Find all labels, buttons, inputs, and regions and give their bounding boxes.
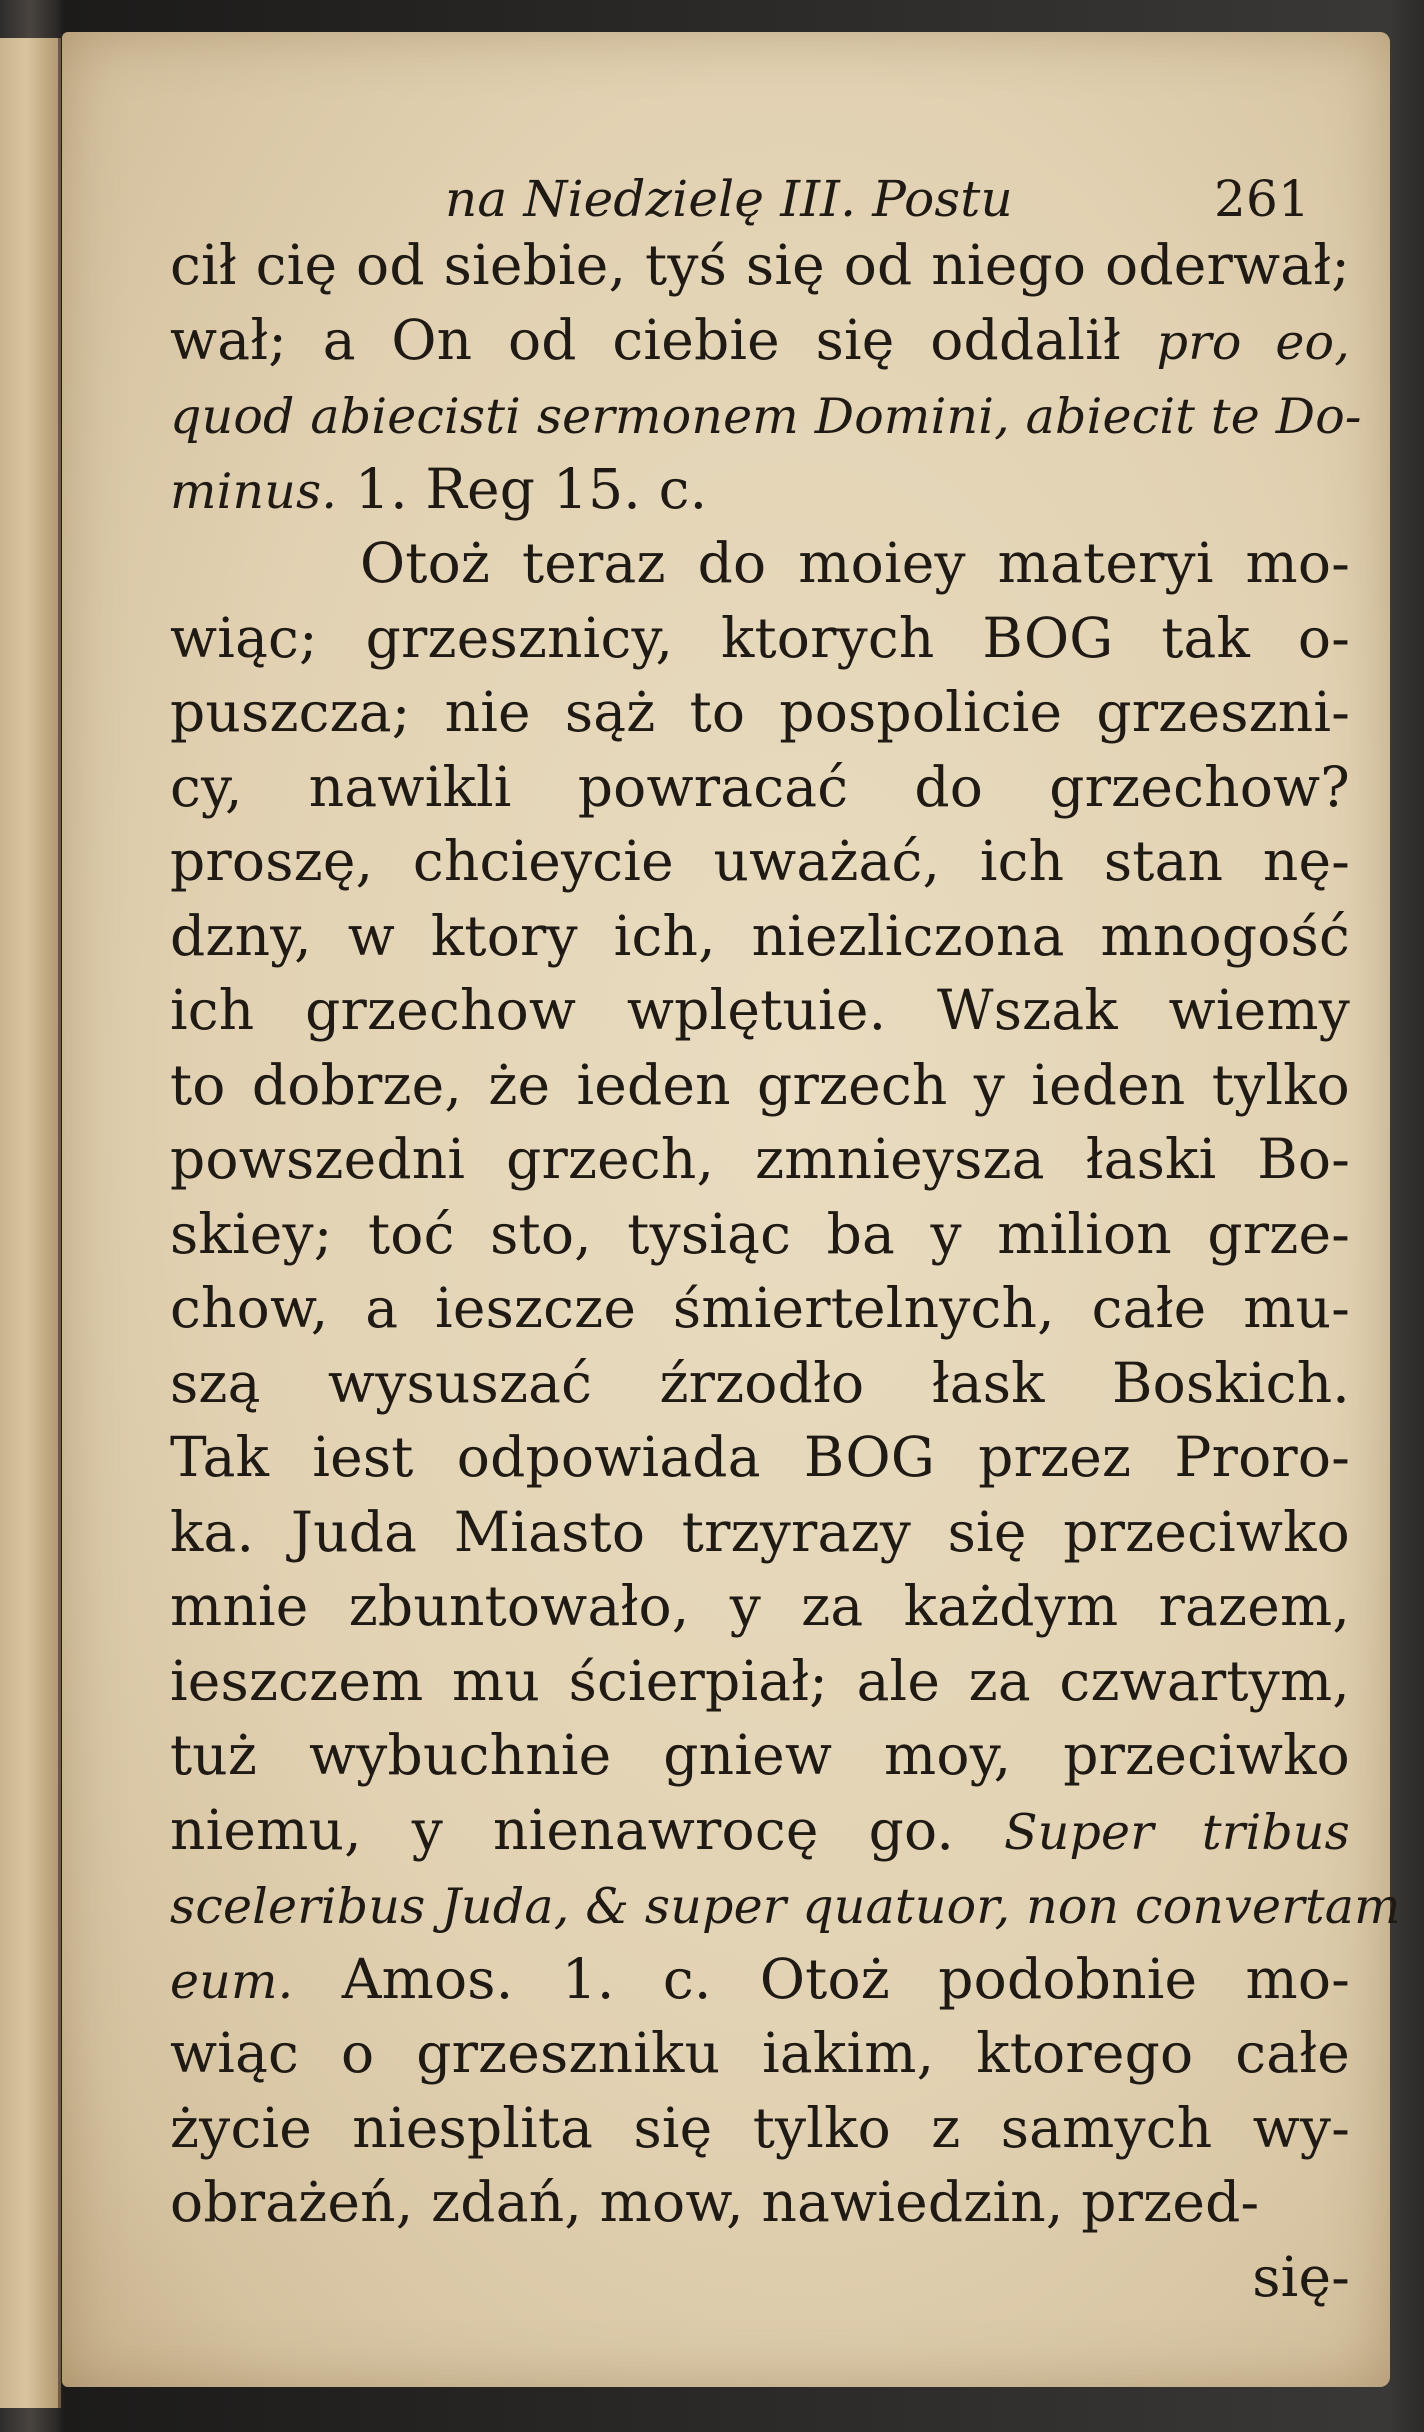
text-line	[170, 1644, 1350, 1719]
text-line	[170, 899, 1350, 974]
text-line	[170, 1718, 1350, 1793]
text-run: szą wysuszać źrzodło łask Boskich.	[170, 1350, 1350, 1415]
text-run: skiey; toć sto, tysiąc ba y milion grze-	[170, 1201, 1350, 1266]
running-title: na Niedzielę III. Postu	[445, 170, 1013, 228]
text-line	[170, 601, 1350, 676]
text-line	[170, 377, 1362, 452]
text-run: mnie zbuntowało, y za każdym razem,	[170, 1574, 1350, 1638]
left-page-edge	[0, 38, 61, 2408]
text-line	[170, 526, 1350, 601]
page-text	[170, 170, 1401, 2314]
text-line	[170, 1420, 1350, 1495]
text-line	[170, 1271, 1350, 1346]
text-run: cił cię od siebie, tyś się od niego oderwał;	[170, 233, 1350, 297]
text-run: wiąc o grzeszniku iakim, ktorego całe	[170, 2021, 1350, 2085]
text-run: się-	[1252, 2244, 1350, 2309]
text-line	[170, 1569, 1350, 1644]
latin-quote: quod abiecisti sermonem Domini, abiecit te Do-	[170, 388, 1362, 445]
text-run: wał; a On od ciebie się oddalił	[170, 307, 1157, 372]
book-page	[62, 32, 1401, 2387]
text-line	[170, 824, 1350, 899]
text-line	[170, 1495, 1350, 1570]
text-line	[170, 1867, 1401, 1942]
text-run: wiąc; grzesznicy, ktorych BOG tak o-	[170, 605, 1350, 670]
text-run: niemu, y nienawrocę go.	[170, 1797, 1004, 1862]
text-line	[170, 2165, 1350, 2240]
latin-quote: sceleribus Juda, & super quatuor, non convertam	[170, 1878, 1401, 1935]
text-run: obrażeń, zdań, mow, nawiedzin, przed-	[170, 2170, 1260, 2234]
text-run: Amos. 1. c. Otoż podobnie mo-	[293, 1946, 1350, 2011]
text-run: proszę, chcieycie uważać, ich stan nę-	[170, 829, 1350, 893]
text-run: chow, a ieszcze śmiertelnych, całe mu-	[170, 1276, 1350, 1340]
text-line	[170, 2016, 1350, 2091]
text-run: Otoż teraz do moiey materyi mo-	[360, 531, 1350, 595]
latin-quote: pro eo,	[1156, 313, 1351, 371]
text-run: tuż wybuchnie gniew moy, przeciwko	[170, 1723, 1350, 1787]
text-run: ieszczem mu ścierpiał; ale za czwartym,	[170, 1648, 1350, 1713]
text-line	[170, 675, 1350, 750]
text-run: życie niesplita się tylko z samych wy-	[170, 2095, 1350, 2160]
body-text	[170, 228, 1401, 2314]
text-line	[170, 1793, 1350, 1868]
latin-quote: eum.	[170, 1952, 294, 2010]
text-run: cy, nawikli powracać do grzechow?	[170, 754, 1350, 819]
text-line	[170, 750, 1350, 825]
text-line	[170, 1346, 1350, 1421]
latin-quote: minus.	[170, 462, 338, 520]
text-run: Tak iest odpowiada BOG przez Proro-	[170, 1425, 1350, 1489]
text-line	[170, 973, 1350, 1048]
text-run: dzny, w ktory ich, niezliczona mnogość	[170, 903, 1350, 968]
text-run: powszedni grzech, zmnieysza łaski Bo-	[170, 1127, 1350, 1191]
page-number: 261	[1213, 170, 1310, 228]
running-header	[170, 170, 1350, 228]
text-line	[170, 1942, 1350, 2017]
text-line	[170, 2091, 1350, 2166]
text-line	[170, 2240, 1350, 2315]
text-line	[170, 1197, 1350, 1272]
text-line	[170, 1122, 1350, 1197]
text-line	[170, 228, 1350, 303]
text-run: puszcza; nie sąż to pospolicie grzeszni-	[170, 680, 1350, 744]
latin-quote: Super tribus	[1003, 1803, 1350, 1861]
text-line	[170, 303, 1350, 378]
text-line	[170, 452, 1350, 527]
text-run: 1. Reg 15. c.	[337, 456, 708, 521]
text-line	[170, 1048, 1350, 1123]
text-run: to dobrze, że ieden grzech y ieden tylko	[170, 1052, 1350, 1117]
text-run: ich grzechow wplętuie. Wszak wiemy	[170, 978, 1350, 1042]
text-run: ka. Juda Miasto trzyrazy się przeciwko	[170, 1499, 1350, 1564]
